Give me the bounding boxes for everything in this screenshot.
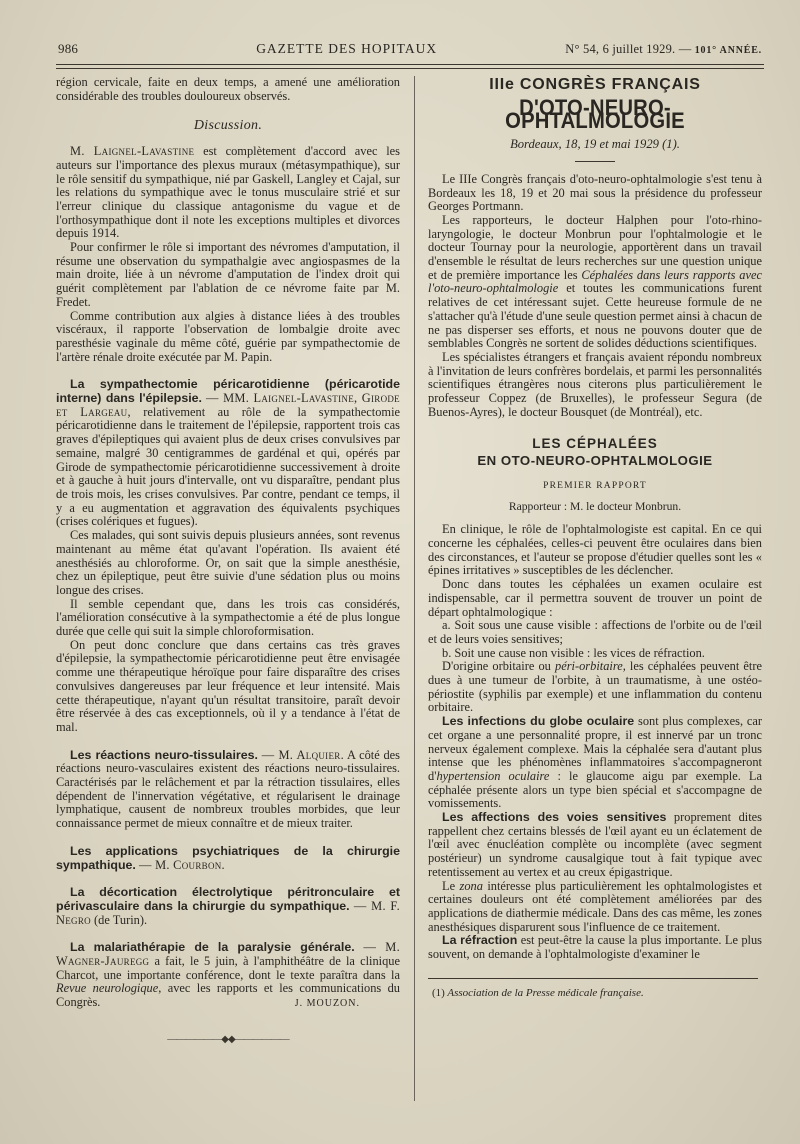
end-ornament: ——————◆◆—————— <box>167 1033 289 1045</box>
italic-text: zona <box>459 878 483 893</box>
paragraph-text: sont plus complexes, car cet organe a une personnalité propre, il est innervé par un tronc nerveux également complexe. Mais la céphalée sera d'autant plus intense que les phénomènes inflammatoires s'accompagneront d' <box>428 714 762 783</box>
paragraph-text: (de Turin). <box>90 912 148 927</box>
congress-title: D'OTO-NEURO-OPHTALMOLOGIE <box>505 94 685 134</box>
section-authors: — M. Courbon. <box>138 857 225 872</box>
paragraph-text: : le glaucome aigu par exemple. La céphalée présente alors un type bien spécial et s'accompagne de vomissements. <box>428 768 762 811</box>
section-title: Les réactions neuro-tissulaires. <box>70 747 258 762</box>
section-title: La décortication électrolytique péritronculaire et périvasculaire dans la chirurgie du sympathique. <box>56 885 400 913</box>
header-rule-thin <box>56 68 764 69</box>
inline-heading: Les affections des voies sensitives <box>442 810 667 825</box>
body-paragraph: Les spécialistes étrangers et français avaient répondu nombreux à l'invitation de leurs confrères bordelais, et parmi les personnalités scientifiques étrangères nous citerons plus particulièrement le professeur Coppez (de Bruxelles), le professeur Segura (de Buenos-Ayres), le docteur Bousquet (de Montréal), etc. <box>428 349 762 419</box>
speaker-name: M. Laignel-Lavastine <box>70 144 195 159</box>
congress-place-date: Bordeaux, 18, 19 et mai 1929 (1). <box>510 137 680 152</box>
footnote-rule <box>428 978 758 979</box>
paragraph-text: relativement au rôle de la sympathectomie péricarotidienne dans le traitement de l'épilepsie, rapportent trois cas graves d'épileptiques qui avaient plus de deux crises convulsives par semaine, malgré 30 centigrammes de gardénal et qui, opérés par Girode de sympathectomie péricarotidienne successivement à droite et à gauche à huit jours d'intervalle, ont vu disparaître, pendant plus de trois mois, les crises convulsives. Par contre, pendant ce temps, il y a eu augmentation et aggravation des équivalents psychiques (crises colériques et fugues). <box>56 404 401 529</box>
congress-heading: IIIe CONGRÈS FRANÇAIS <box>489 76 701 93</box>
issue-date: N° 54, 6 juillet 1929. — <box>565 41 692 56</box>
report-subheading: EN OTO-NEURO-OPHTALMOLOGIE <box>477 453 713 469</box>
discussion-paragraph: Pour confirmer le rôle si important des névromes d'amputation, il résume une observation du sympathalgie avec angiospasmes de la main droite, liée à un névrome d'amputation de l'index droit qui guérit complètement par l'ablation de ce névrome faite par M. Fredet. <box>56 240 400 309</box>
list-item: b. Soit une cause non visible : les vices de réfraction. <box>442 645 705 660</box>
journal-title: GAZETTE DES HOPITAUX <box>256 41 438 56</box>
paragraph-text: , avec les rapports et les communications du Congrès. <box>56 981 400 1010</box>
section-authors: — M. F. Negro <box>56 898 400 927</box>
body-paragraph: Ces malades, qui sont suivis depuis plusieurs années, sont revenus maintenant au même état qu'avant l'opération. Ils avaient été anesthésiés au chloroforme. Or, on sait que la simple anesthésie, chez un épileptique, peut être suivie d'une sédation plus ou moins longue des crises. <box>56 528 400 597</box>
body-paragraph <box>428 880 762 935</box>
issue-info <box>565 42 762 57</box>
body-paragraph: En clinique, le rôle de l'ophtalmologiste est capital. En ce qui concerne les céphalées, celles-ci peuvent être oculaires dans bien des circonstances, et l'auteur se propose d'étudier quelles sont les « épines irritatives » susceptibles de les déclencher. <box>428 522 762 578</box>
issue-year: 101° ANNÉE. <box>694 44 762 56</box>
section-title: Les applications psychiatriques de la chirurgie sympathique. <box>56 843 400 872</box>
footnote <box>428 987 762 1001</box>
paragraph-text: Les rapporteurs, le docteur Halphen pour l'oto-rhino-laryngologie, le docteur Monbrun pour l'ophtalmologie et le docteur Tournay pour la neurologie, apportèrent dans un travail d'ensemble le résultat de leurs recherches sur une question unique et de première importance les <box>428 212 762 282</box>
body-paragraph: Donc dans toutes les céphalées un examen oculaire est indispensable, car il permettra souvent de trouver un point de départ ophtalmologique : <box>428 577 762 619</box>
paragraph-text: proprement dites rappellent chez certains blessés de l'œil ayant eu un éclatement de l'œil avec énucléation complète ou incomplète (avec segment postérieur) un syndrome causalgique tout à fait typique avec retentissement au vertex et au creux épigastrique. <box>428 810 762 879</box>
section-reactions <box>56 749 400 831</box>
paragraph-text: Le <box>442 878 460 893</box>
italic-text: péri-orbitaire, <box>555 659 626 674</box>
section-authors: — MM. Laignel-Lavastine, Girode et Largeau, <box>56 391 400 419</box>
section-authors: — M. Wagner-Jauregg <box>56 940 400 969</box>
paragraph-text: et toutes les communications furent relatives de cet intéressant sujet. Cette heureuse formule de ne s'attacher qu'à l'étude d'une seule question permet ainsi à chacun de ne pas disperser ses efforts, et nous ne pouvons douter que de semblables Congrès ne sortent de solides déductions scientifiques. <box>428 281 762 351</box>
section-epilepsie <box>56 378 400 529</box>
paragraph-text: A côté des réactions neuro-vasculaires existent des réactions neuro-tissulaires. Caractérisés par le relâchement et par la rétraction tissulaires, elles dépendent de l'innervation végétative, et régularisent le drainage lymphatique, causent de nombreux troubles morbides, que leur connaissance permet de mieux connaître et de mieux traiter. <box>56 747 400 831</box>
paragraph-text: est peut-être la cause la plus importante. Le plus souvent, on demande à l'ophtalmologiste d'examiner le <box>428 933 762 962</box>
paragraph-text: a fait, le 5 juin, à l'amphithéâtre de la clinique Charcot, une importante conférence, dont le texte paraîtra dans la <box>56 954 400 982</box>
section-title: La sympathectomie péricarotidienne (péricarotide interne) dans l'épilepsie. <box>56 377 400 406</box>
page-number: 986 <box>58 41 79 56</box>
body-paragraph <box>428 811 762 880</box>
section-decortication <box>56 886 400 927</box>
italic-text: Céphalées dans leurs rapports avec l'oto-neuro-ophtalmologie <box>428 267 763 296</box>
body-paragraph: Il semble cependant que, dans les trois cas considérés, l'amélioration consécutive à la sympathectomie a été de plus longue durée que celle qui suit la simple chloroformisation. <box>56 596 400 639</box>
body-paragraph <box>428 660 762 715</box>
inline-heading: La réfraction <box>442 933 518 948</box>
section-authors: — M. Alquier. <box>261 747 344 762</box>
body-paragraph <box>428 715 762 811</box>
footnote-number: (1) <box>432 986 445 999</box>
rapporteur-line: Rapporteur : M. le docteur Monbrun. <box>508 499 682 513</box>
body-paragraph <box>428 934 762 961</box>
discussion-paragraph <box>56 145 400 241</box>
paragraph-text: intéresse plus particulièrement les ophtalmologistes et certaines douleurs ont été complètement améliorées par des applications de diathermie médicale. Dans des cas même, les zones anesthésiques disparurent sous l'influence de ce traitement. <box>428 878 762 934</box>
body-paragraph: On peut donc conclure que dans certains cas très graves d'épilepsie, la sympathectomie péricarotidienne peut être envisagée comme une thérapeutique héroïque pour faire disparaître des crises convulsives dangereuses par leur fréquence et leur intensité. Mais cette thérapeutique, n'ayant qu'un résultat transitoire, paraît devoir être réservée à des cas exceptionnels, où il y a tendance à l'état de mal. <box>56 637 400 734</box>
left-column <box>56 76 400 1046</box>
paragraph-text: est complètement d'accord avec les auteurs sur l'importance des plexus muraux (métasympathique), sur le rôle sensitif du sympathique, nié par Gaskell, Langley et Cajal, sur les relations du sympathique avec le tonus musculaire strié et sur l'erreur clinique du classique antagonisme du vague et de l'orthosympathique dont il note les exceptions multiples et divorces depuis 1914. <box>56 144 400 241</box>
page-header <box>58 36 762 62</box>
column-divider <box>414 76 415 1101</box>
signature: J. MOUZON. <box>294 997 360 1009</box>
paragraph-text: les céphalées peuvent être dues à une tumeur de l'orbite, à un traumatisme, à une ostéo-périostite (syphilis par exemple) et une inflammation du contenu orbitaire. <box>428 659 762 715</box>
right-column <box>428 76 762 1000</box>
body-paragraph <box>428 214 762 351</box>
body-paragraph: Le IIIe Congrès français d'oto-neuro-ophtalmologie s'est tenu à Bordeaux les 18, 19 et 20 mai sous la présidence du professeur Georges Portmann. <box>428 171 762 214</box>
report-heading: LES CÉPHALÉES <box>532 436 658 452</box>
discussion-heading: Discussion. <box>193 118 263 134</box>
discussion-paragraph: Comme contribution aux algies à distance liées à des troubles viscéraux, il rapporte l'observation de lombalgie droite avec paresthésie vaginale du même côté, guérie par sympathectomie de l'artère rénale droite exécutée par M. Papin. <box>56 308 400 364</box>
footnote-text: Association de la Presse médicale française. <box>447 986 644 999</box>
list-item: a. Soit sous une cause visible : affections de l'orbite ou de l'œil et de leurs voies sensitives; <box>428 618 762 646</box>
journal-name: Revue neurologique <box>56 981 159 996</box>
section-psychiatrie <box>56 845 400 872</box>
intro-paragraph: région cervicale, faite en deux temps, a amené une amélioration considérable des troubles douloureux observés. <box>56 75 400 103</box>
paragraph-text: D'origine orbitaire ou <box>442 659 556 674</box>
header-rule <box>56 64 764 65</box>
italic-text: hypertension oculaire <box>436 768 550 783</box>
section-title: La malariathérapie de la paralysie générale. <box>70 940 355 955</box>
short-rule <box>575 161 615 162</box>
report-label: PREMIER RAPPORT <box>543 480 647 491</box>
inline-heading: Les infections du globe oculaire <box>442 714 635 729</box>
